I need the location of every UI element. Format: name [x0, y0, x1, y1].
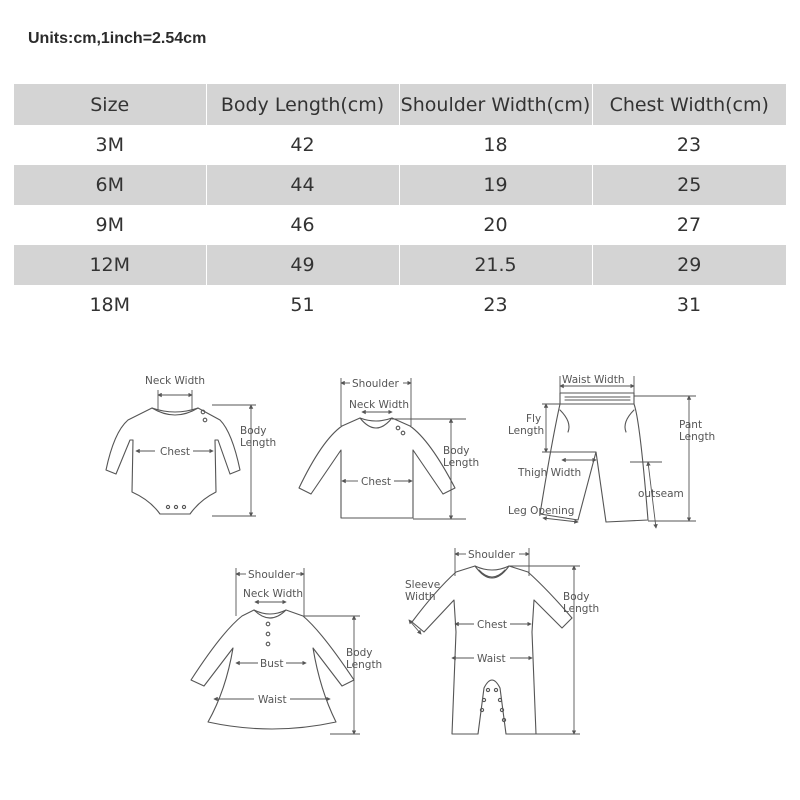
table-cell: 3M — [14, 125, 206, 165]
table-cell: 29 — [677, 254, 702, 276]
table-cell: 44 — [206, 165, 399, 205]
body-length-label: Length — [346, 659, 383, 671]
chest-label: Chest — [361, 476, 392, 488]
body-length-label: Body — [563, 591, 590, 603]
table-cell: 12M — [14, 245, 206, 285]
bodysuit-outline — [106, 408, 240, 514]
sleeve-width-label: Sleeve — [405, 579, 441, 591]
header-shoulder-width: Shoulder Width(cm) — [399, 84, 592, 125]
header-chest-width: Chest Width(cm) — [609, 93, 769, 116]
neck-width-label: Neck Width — [243, 588, 304, 600]
table-cell: 21.5 — [399, 245, 592, 285]
table-cell: 23 — [592, 125, 786, 165]
waist-label: Waist — [258, 694, 287, 706]
table-cell: 9M — [14, 205, 206, 245]
table-cell: 6M — [14, 165, 206, 205]
pant-length-label: Pant — [679, 419, 703, 431]
table-cell: 51 — [206, 285, 399, 325]
body-length-label: Length — [443, 457, 480, 469]
table-cell: 19 — [399, 165, 592, 205]
table-cell: 31 — [592, 285, 786, 325]
body-length-label: Body — [346, 647, 373, 659]
table-cell: 27 — [592, 205, 786, 245]
header-body-length: Body Length(cm) — [206, 84, 399, 125]
top-outline — [299, 418, 455, 518]
romper-snap — [480, 708, 483, 711]
table-cell: 46 — [206, 205, 399, 245]
table-cell: 23 — [399, 285, 592, 325]
romper-snap — [486, 688, 489, 691]
chest-label: Chest — [477, 619, 508, 631]
waist-label: Waist — [477, 653, 506, 665]
dress-diagram — [191, 568, 382, 734]
table-cell: 49 — [206, 245, 399, 285]
outseam-label: outseam — [638, 488, 684, 500]
table-cell: 20 — [399, 205, 592, 245]
table-cell: 18 — [399, 125, 592, 165]
bust-label: Bust — [260, 658, 284, 670]
sleeve-width-label: Width — [405, 591, 436, 603]
fly-length-label: Length — [508, 425, 545, 437]
bodysuit-diagram — [106, 375, 276, 516]
shoulder-label: Shoulder — [468, 549, 515, 561]
pants-diagram — [508, 374, 715, 528]
body-length-label: Body — [240, 425, 267, 437]
pant-length-label: Length — [679, 431, 716, 443]
neck-width-label: Neck Width — [145, 375, 206, 387]
body-length-label: Body — [443, 445, 470, 457]
neck-width-label: Neck Width — [349, 399, 410, 411]
body-length-label: Length — [563, 603, 600, 615]
table-cell: 18M — [14, 285, 206, 325]
leg-opening-label: Leg Opening — [508, 505, 575, 517]
body-length-label: Length — [240, 437, 277, 449]
romper-snap — [482, 698, 485, 701]
table-cell: 25 — [677, 174, 702, 196]
thigh-width-label: Thigh Width — [518, 467, 582, 479]
romper-snap — [498, 698, 501, 701]
shoulder-label: Shoulder — [352, 378, 399, 390]
romper-outline — [412, 566, 572, 734]
fly-length-label: Fly — [526, 413, 542, 425]
pants-waistband — [560, 393, 634, 404]
waist-width-label: Waist Width — [562, 374, 625, 386]
units-note: Units:cm,1inch=2.54cm — [28, 30, 207, 47]
table-cell: 42 — [206, 125, 399, 165]
shoulder-label: Shoulder — [248, 569, 295, 581]
header-size: Size — [14, 84, 206, 125]
romper-diagram — [405, 548, 599, 734]
romper-snap — [494, 688, 497, 691]
romper-snap — [500, 708, 503, 711]
top-diagram — [299, 378, 479, 519]
chest-label: Chest — [160, 446, 191, 458]
